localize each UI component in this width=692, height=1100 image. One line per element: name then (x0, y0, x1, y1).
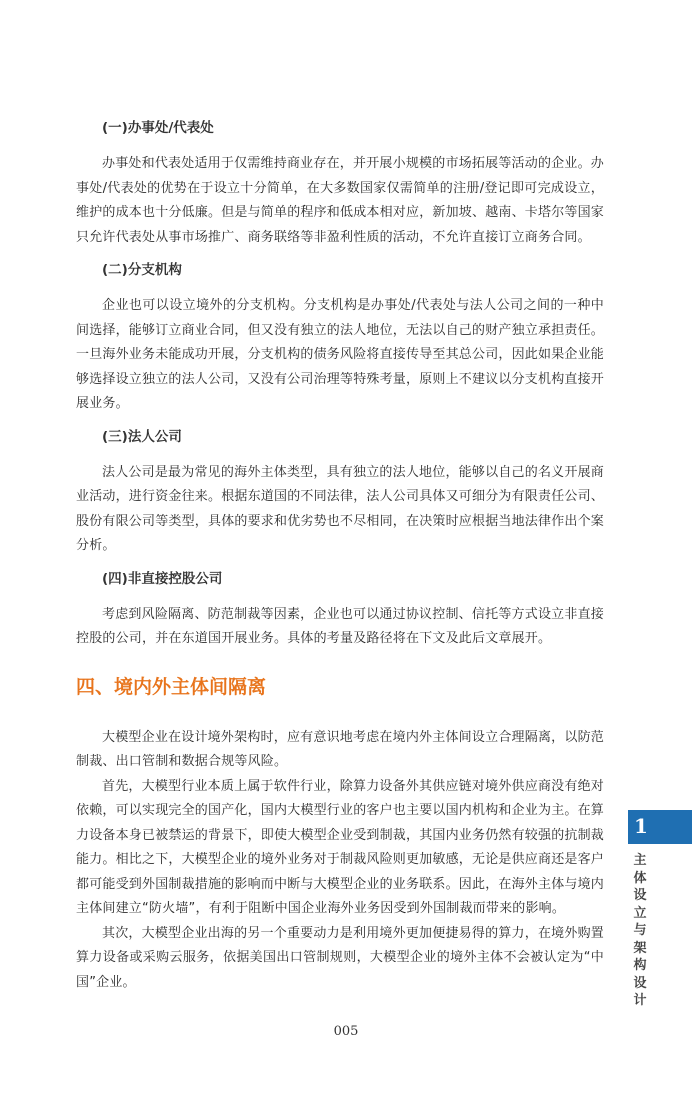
chapter-number: 1 (634, 814, 648, 838)
paragraph-branch: 企业也可以设立境外的分支机构。分支机构是办事处/代表处与法人公司之间的一种中间选择，能够订立商业合同，但又没有独立的法人地位，无法以自己的财产独立承担责任。一旦海外业务未能成功开展，分支机构的债务风险将直接传导至其总公司，因此如果企业能够选择设立独立的法人公司，又没有公司治理等特殊考量，原则上不建议以分支机构直接开展业务。 (76, 298, 605, 411)
paragraph-indirect-holding: 考虑到风险隔离、防范制裁等因素，企业也可以通过协议控制、信托等方式设立非直接控股的公司，并在东道国开展业务。具体的考量及路径将在下文及此后文章展开。 (76, 606, 604, 646)
page-number: 005 (333, 1024, 359, 1039)
paragraph-isolation-intro: 大模型企业在设计境外架构时，应有意识地考虑在境内外主体间设立合理隔离，以防范制裁、出口管制和数据合规等风险。 (76, 729, 604, 769)
page-content (76, 118, 604, 995)
section-heading-isolation: 四、境内外主体间隔离 (76, 675, 267, 698)
paragraph-isolation-second: 其次，大模型企业出海的另一个重要动力是利用境外更加便捷易得的算力，在境外购置算力设备或采购云服务，依据美国出口管制规则，大模型企业的境外主体不会被认定为“中国”企业。 (76, 925, 604, 990)
chapter-title: 主体设立与架构设计 (633, 853, 647, 1008)
paragraph-legal-entity: 法人公司是最为常见的海外主体类型，具有独立的法人地位，能够以自己的名义开展商业活动，进行资金往来。根据东道国的不同法律，法人公司具体又可细分为有限责任公司、股份有限公司等类型，具体的要求和优劣势也不尽相同，在决策时应根据当地法律作出个案分析。 (76, 464, 605, 553)
subheading-indirect-holding: (四)非直接控股公司 (102, 570, 223, 587)
subheading-legal-entity: (三)法人公司 (102, 428, 182, 445)
paragraph-isolation-first: 首先，大模型行业本质上属于软件行业，除算力设备外其供应链对境外供应商没有绝对依赖，可以实现完全的国产化，国内大模型行业的客户也主要以国内机构和企业为主。在算力设备本身已被禁运的背景下，即使大模型企业受到制裁，其国内业务仍然有较强的抗制裁能力。相比之下，大模型企业的境外业务对于制裁风险则更加敏感，无论是供应商还是客户都可能受到外国制裁措施的影响而中断与大模型企业的业务联系。因此，在海外主体与境内主体间建立“防火墙”，有利于阻断中国企业海外业务因受到外国制裁而带来的影响。 (76, 778, 605, 916)
chapter-tab (628, 810, 692, 844)
subheading-branch: (二)分支机构 (102, 262, 182, 278)
paragraph-office: 办事处和代表处适用于仅需维持商业存在，并开展小规模的市场拓展等活动的企业。办事处/代表处的优势在于设立十分简单，在大多数国家仅需简单的注册/登记即可完成设立，维护的成本也十分低廉。但是与简单的程序和低成本相对应，新加坡、越南、卡塔尔等国家只允许代表处从事市场推广、商务联络等非盈利性质的活动，不允许直接订立商务合同。 (76, 156, 605, 245)
subheading-office: (一)办事处/代表处 (102, 120, 214, 136)
